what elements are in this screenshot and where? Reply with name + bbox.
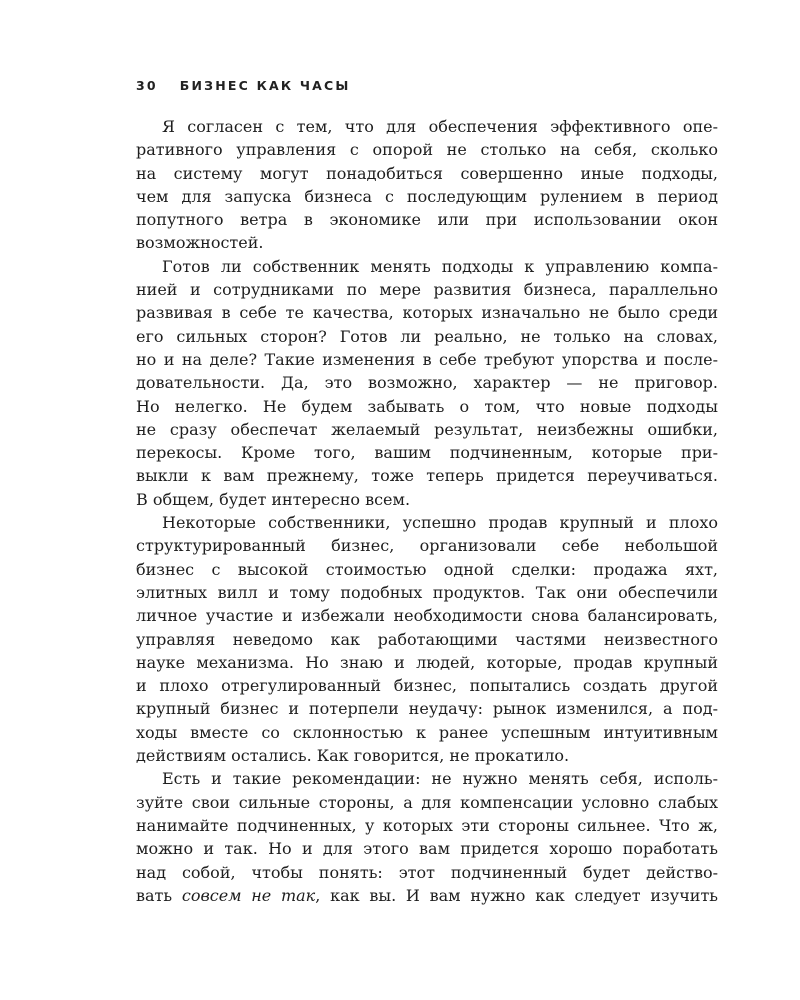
text-line: В общем, будет интересно всем. <box>136 489 411 509</box>
text-line: Но нелегко. Не будем забывать о том, что новые подходы <box>136 396 718 416</box>
book-title: БИЗНЕС КАК ЧАСЫ <box>179 77 351 93</box>
text-line <box>136 884 718 907</box>
text-line: нанимайте подчиненных, у которых эти стороны сильнее. Что ж, <box>136 815 718 835</box>
text-line: и плохо отрегулированный бизнес, попытались создать другой <box>136 676 718 696</box>
text-line: нией и сотрудниками по мере развития бизнеса, параллельно <box>136 280 718 300</box>
book-page <box>136 70 718 907</box>
text-line: развивая в себе те качества, которых изначально не было среди <box>136 303 718 323</box>
text-line: не сразу обеспечат желаемый результат, неизбежны ошибки, <box>136 419 718 439</box>
text-line: структурированный бизнес, организовали себе небольшой <box>136 536 718 556</box>
body-text <box>136 115 718 907</box>
paragraph <box>136 255 718 511</box>
running-head <box>136 70 718 100</box>
text-line: Готов ли собственник менять подходы к управлению компа- <box>162 256 718 276</box>
text-line: попутного ветра в экономике или при использовании окон <box>136 210 718 230</box>
text-line: но и на деле? Такие изменения в себе требуют упорства и после- <box>136 349 718 369</box>
paragraph <box>136 115 718 255</box>
text-line: науке механизма. Но знаю и людей, которые, продав крупный <box>136 652 718 672</box>
text-line: чем для запуска бизнеса с последующим рулением в период <box>136 186 718 206</box>
text-line: Некоторые собственники, успешно продав крупный и плохо <box>162 513 718 533</box>
italic-emphasis: совсем не так <box>181 885 316 905</box>
text-segment: вать <box>136 885 182 905</box>
text-line: крупный бизнес и потерпели неудачу: рынок изменился, а под- <box>136 699 718 719</box>
text-line: управляя неведомо как работающими частями неизвестного <box>136 629 718 649</box>
text-line: выкли к вам прежнему, тоже теперь придется переучиваться. <box>136 466 718 486</box>
text-line: на систему могут понадобиться совершенно иные подходы, <box>136 163 718 183</box>
text-segment: , как вы. И вам нужно как следует изучить <box>315 885 719 905</box>
text-line: зуйте свои сильные стороны, а для компенсации условно слабых <box>136 792 718 812</box>
page-number: 30 <box>136 77 158 93</box>
paragraph <box>136 767 718 907</box>
text-line: можно и так. Но и для этого вам придется хорошо поработать <box>136 839 718 859</box>
text-line: над собой, чтобы понять: этот подчиненный будет действо- <box>136 862 718 882</box>
text-line: ративного управления с опорой не столько на себя, сколько <box>136 140 718 160</box>
text-line: бизнес с высокой стоимостью одной сделки: продажа яхт, <box>136 559 718 579</box>
text-line: Есть и такие рекомендации: не нужно менять себя, исполь- <box>162 769 718 789</box>
text-line: довательности. Да, это возможно, характер — не приговор. <box>136 373 718 393</box>
paragraph <box>136 511 718 767</box>
text-line: ходы вместе со склонностью к ранее успешным интуитивным <box>136 722 718 742</box>
text-line: Я согласен с тем, что для обеспечения эффективного опе- <box>162 117 718 136</box>
text-line: элитных вилл и тому подобных продуктов. Так они обеспечили <box>136 582 718 602</box>
text-line: его сильных сторон? Готов ли реально, не только на словах, <box>136 326 718 346</box>
text-line: перекосы. Кроме того, вашим подчиненным, которые при- <box>136 443 718 463</box>
text-line: личное участие и избежали необходимости снова балансировать, <box>136 606 718 626</box>
text-line: возможностей. <box>136 233 264 253</box>
text-line: действиям остались. Как говорится, не прокатило. <box>136 746 570 766</box>
